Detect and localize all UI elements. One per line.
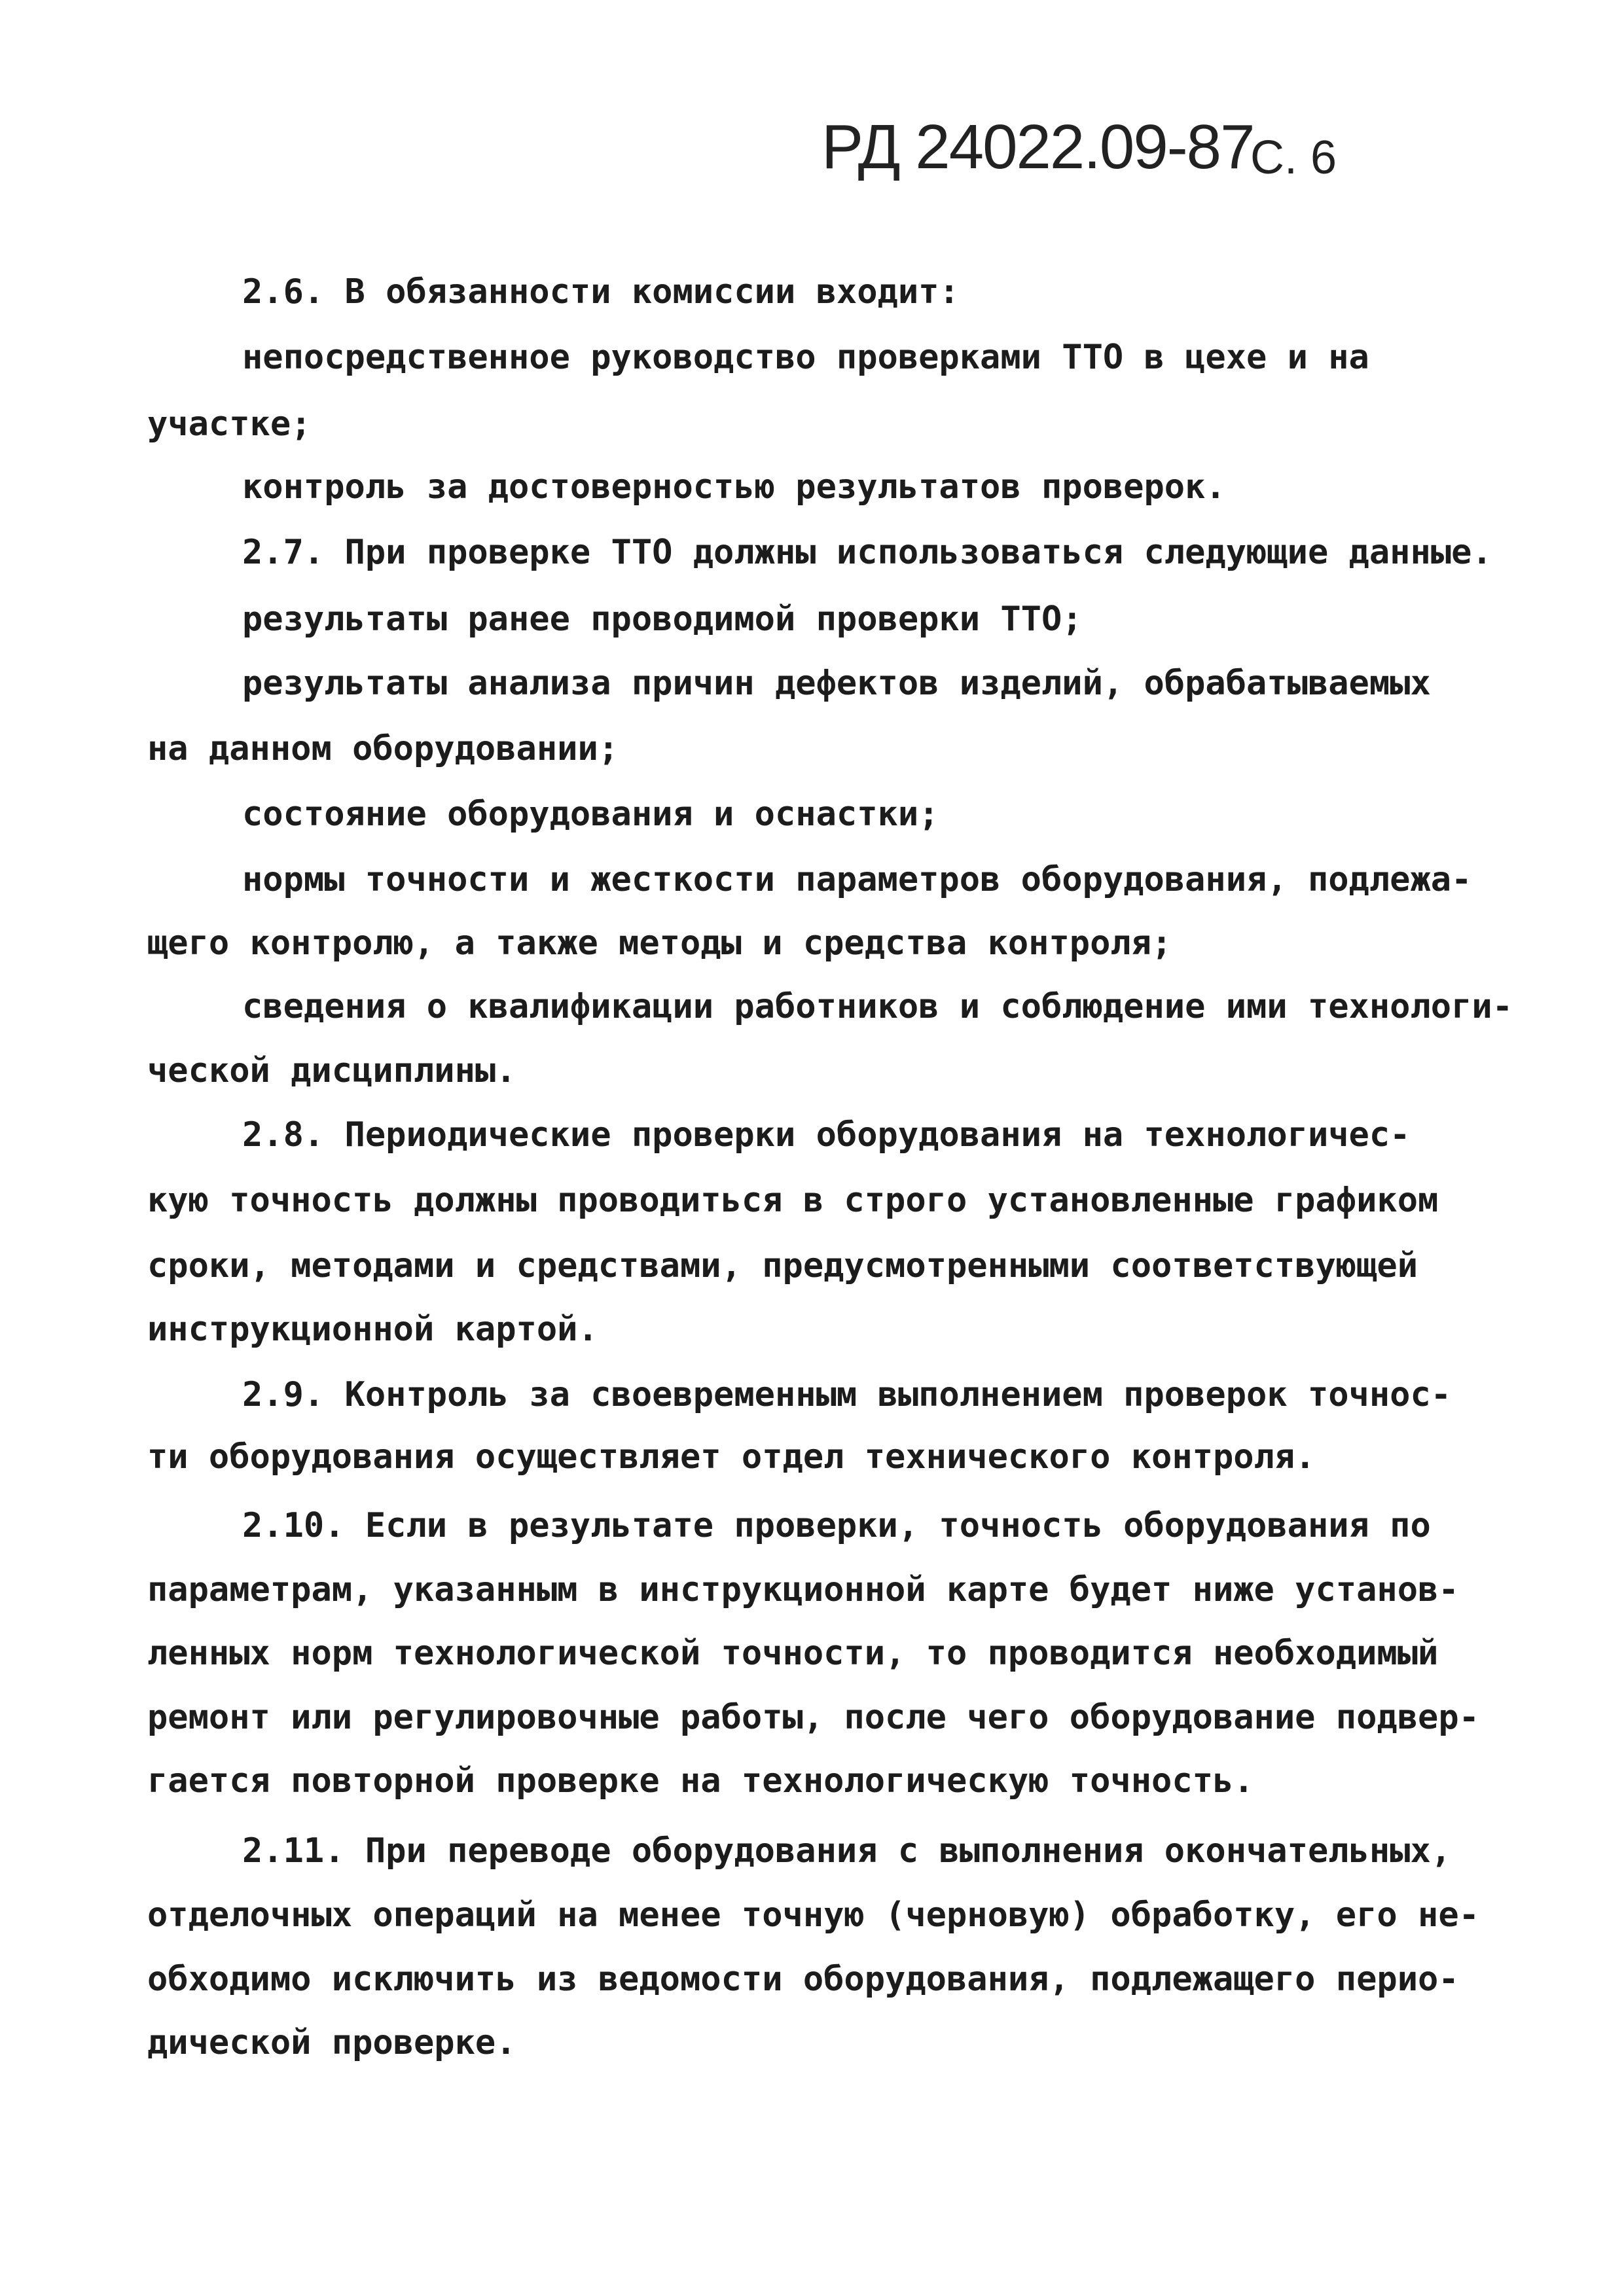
text-line: инструкционной картой. <box>147 1310 598 1349</box>
text-line: щего контролю, а также методы и средства контроля; <box>147 924 1172 963</box>
text-line: непосредственное руководство проверками ТТО в цехе и на <box>242 338 1369 377</box>
text-line: ленных норм технологической точности, то проводится необходимый <box>147 1634 1439 1673</box>
page-header <box>821 111 1411 203</box>
text-line: ческой дисциплины. <box>147 1051 516 1090</box>
text-line: ти оборудования осуществляет отдел технического контроля. <box>147 1437 1316 1477</box>
text-line: дической проверке. <box>147 2023 516 2062</box>
text-line: нормы точности и жесткости параметров оборудования, подлежа- <box>242 860 1472 899</box>
section-2-6-heading: 2.6. В обязанности комиссии входит: <box>242 272 960 312</box>
page-number: С. 6 <box>1250 132 1337 184</box>
text-line: сроки, методами и средствами, предусмотренными соответствующей <box>147 1246 1418 1285</box>
text-line: участке; <box>147 404 312 444</box>
section-2-9-heading: 2.9. Контроль за своевременным выполнением проверок точнос- <box>242 1375 1452 1414</box>
text-line: результаты ранее проводимой проверки ТТО; <box>242 600 1083 639</box>
text-line: контроль за достоверностью результатов проверок. <box>242 467 1226 507</box>
section-2-11-heading: 2.11. При переводе оборудования с выполнения окончательных, <box>242 1831 1452 1871</box>
text-line: результаты анализа причин дефектов изделий, обрабатываемых <box>242 664 1431 703</box>
text-line: состояние оборудования и оснастки; <box>242 795 939 834</box>
text-line: на данном оборудовании; <box>147 729 619 768</box>
text-line: гается повторной проверке на технологическую точность. <box>147 1761 1254 1801</box>
section-2-10-heading: 2.10. Если в результате проверки, точность оборудования по <box>242 1506 1431 1545</box>
text-line: параметрам, указанным в инструкционной карте будет ниже установ- <box>147 1570 1459 1609</box>
section-2-8-heading: 2.8. Периодические проверки оборудования на технологичес- <box>242 1115 1411 1155</box>
text-line: обходимо исключить из ведомости оборудования, подлежащего перио- <box>147 1960 1459 1999</box>
text-line: отделочных операций на менее точную (черновую) обработку, его не- <box>147 1895 1479 1935</box>
text-line: ремонт или регулировочные работы, после чего оборудование подвер- <box>147 1698 1479 1737</box>
text-line: кую точность должны проводиться в строго установленные графиком <box>147 1181 1439 1220</box>
section-2-7-heading: 2.7. При проверке ТТО должны использоваться следующие данные. <box>242 533 1492 572</box>
document-code: РД 24022.09-87 <box>821 112 1254 182</box>
text-line: сведения о квалификации работников и соблюдение ими технологи- <box>242 987 1513 1026</box>
